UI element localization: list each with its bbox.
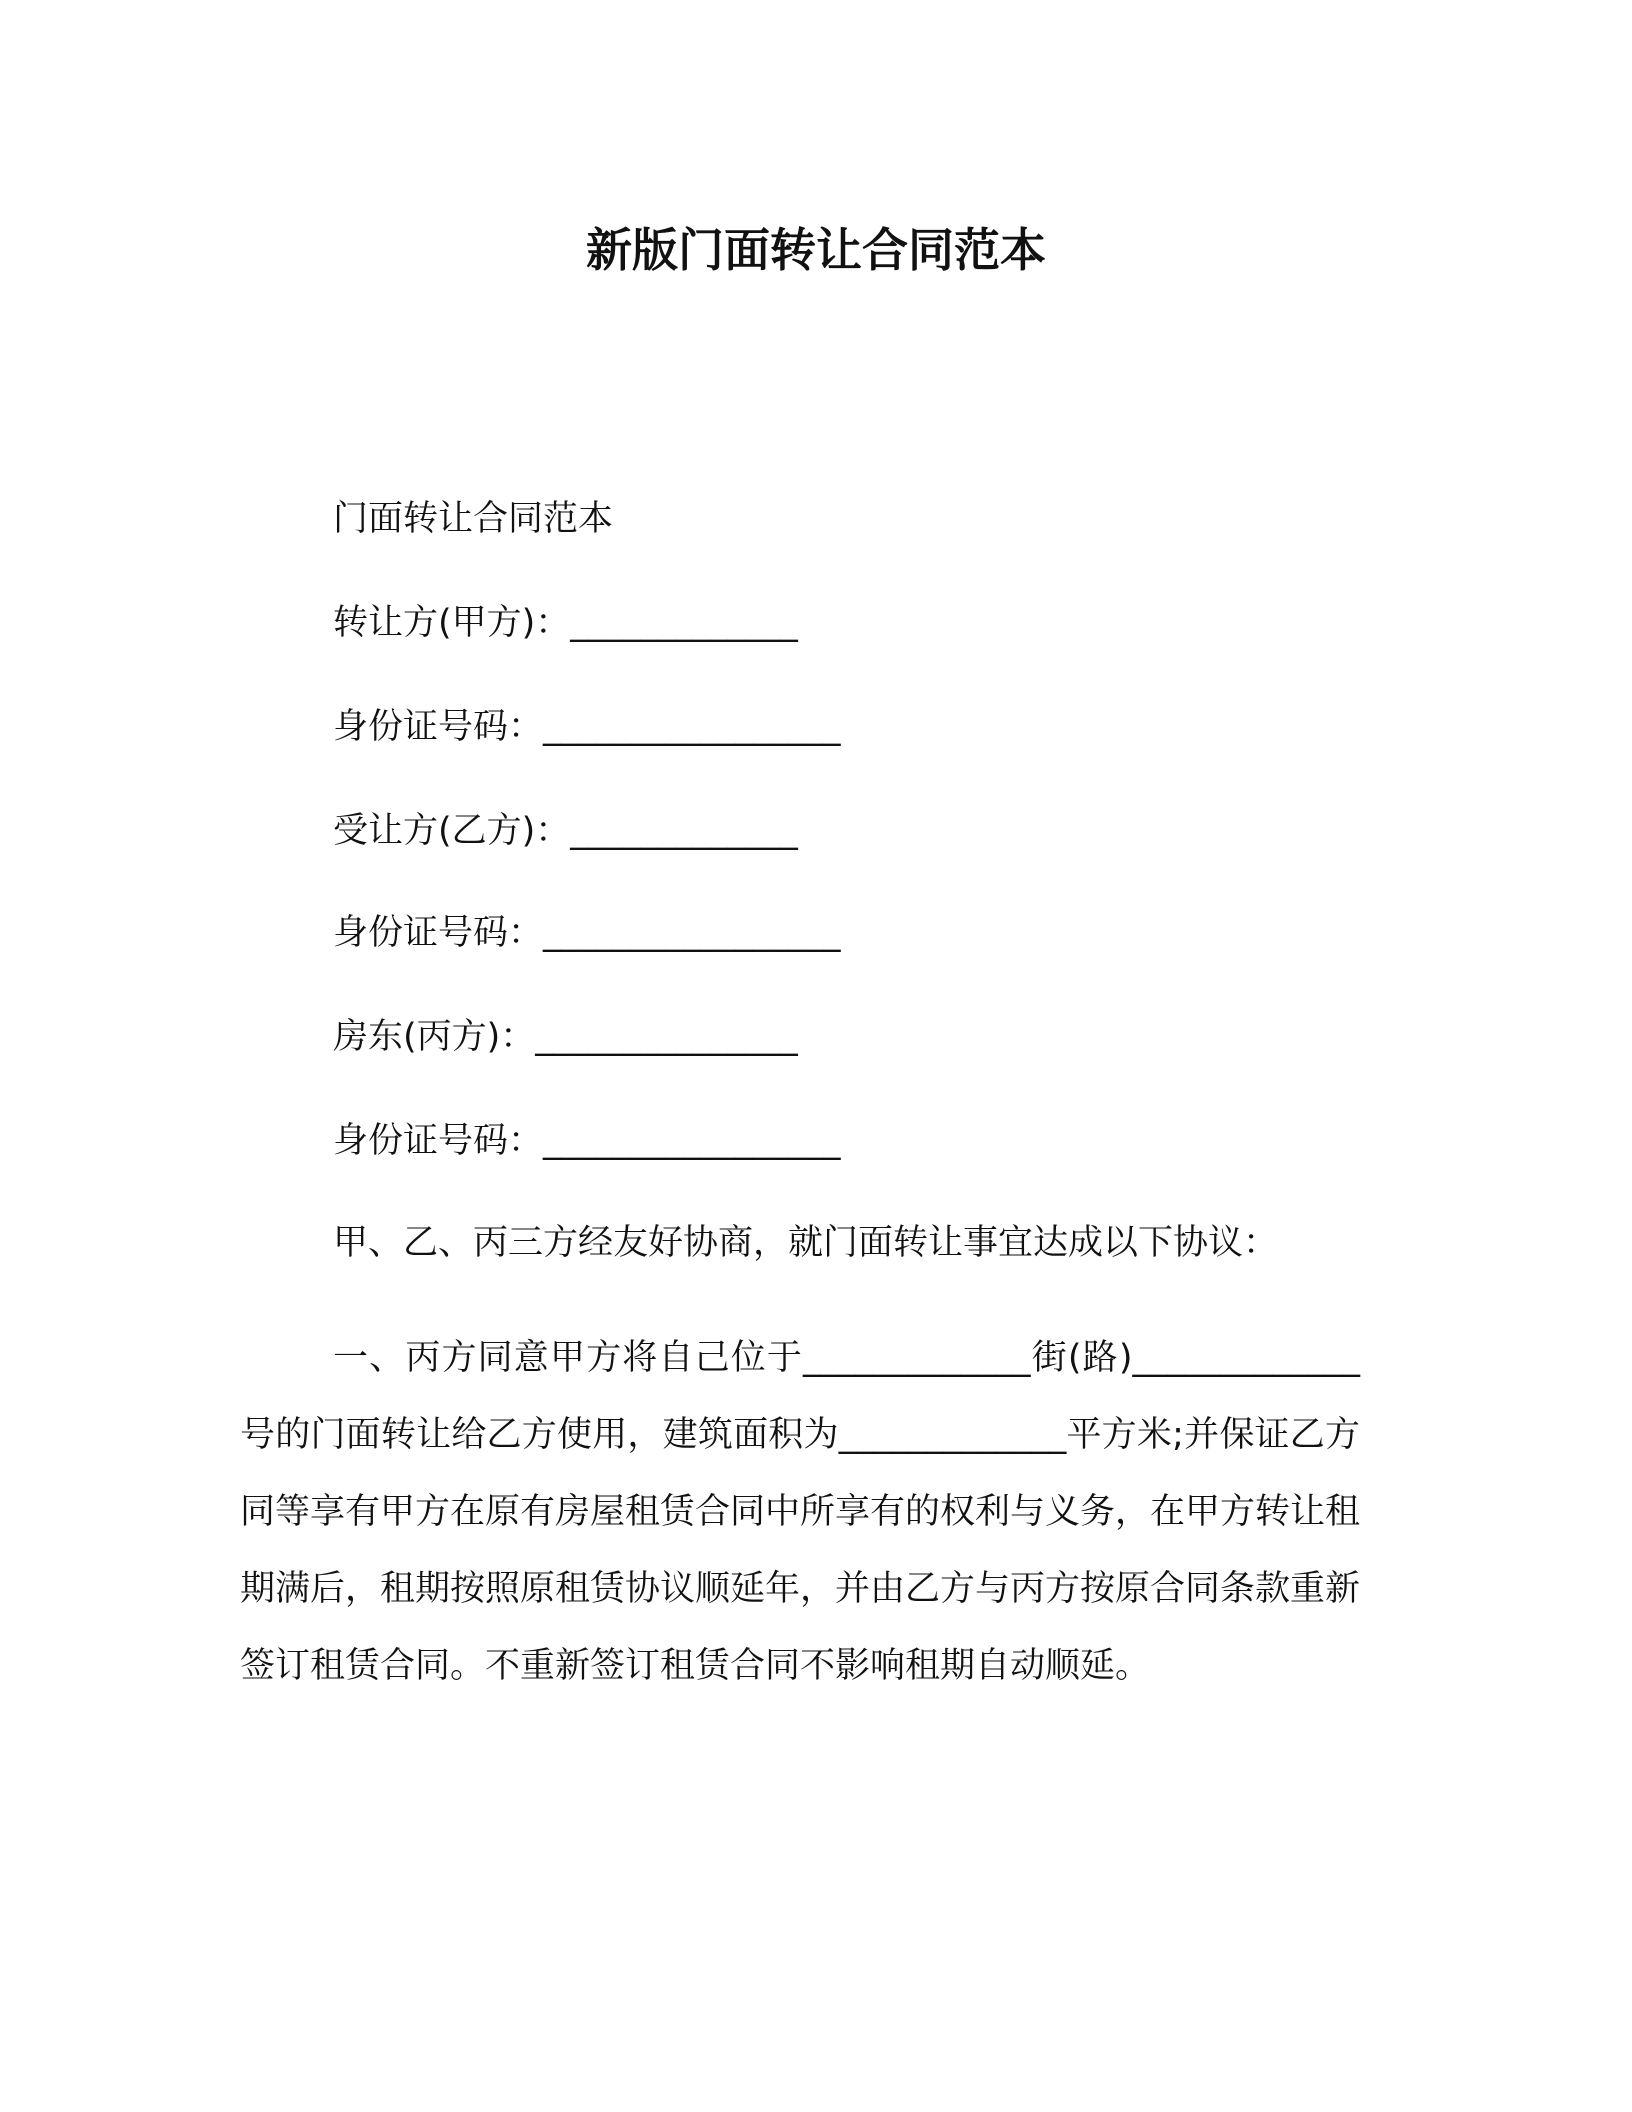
transferor-id-line: 身份证号码：_________________ xyxy=(333,707,841,747)
landlord-line: 房东(丙方)：_______________ xyxy=(333,1017,798,1057)
transferee-line: 受让方(乙方)：_____________ xyxy=(333,811,798,851)
clause-1-paragraph: 一、丙方同意甲方将自己位于_____________街(路)_____________号的门面转让给乙方使用，建筑面积为_____________平方米;并保证乙方同等享有甲方在原有房屋租赁合同中所享有的权利与义务，在甲方转让租期满后，租期按照原租赁协议顺延年，并由乙方与丙方按原合同条款重新签订租赁合同。不重新签订租赁合同不影响租期自动顺延。 xyxy=(240,1338,1361,1686)
transferee-id-line: 身份证号码：_________________ xyxy=(333,913,841,953)
landlord-id-line: 身份证号码：_________________ xyxy=(333,1121,841,1161)
section-heading: 门面转让合同范本 xyxy=(333,499,614,539)
agreement-intro: 甲、乙、丙三方经友好协商，就门面转让事宜达成以下协议： xyxy=(333,1223,1279,1263)
document-title: 新版门面转让合同范本 xyxy=(586,223,1046,277)
transferor-line: 转让方(甲方)：_____________ xyxy=(333,603,798,643)
